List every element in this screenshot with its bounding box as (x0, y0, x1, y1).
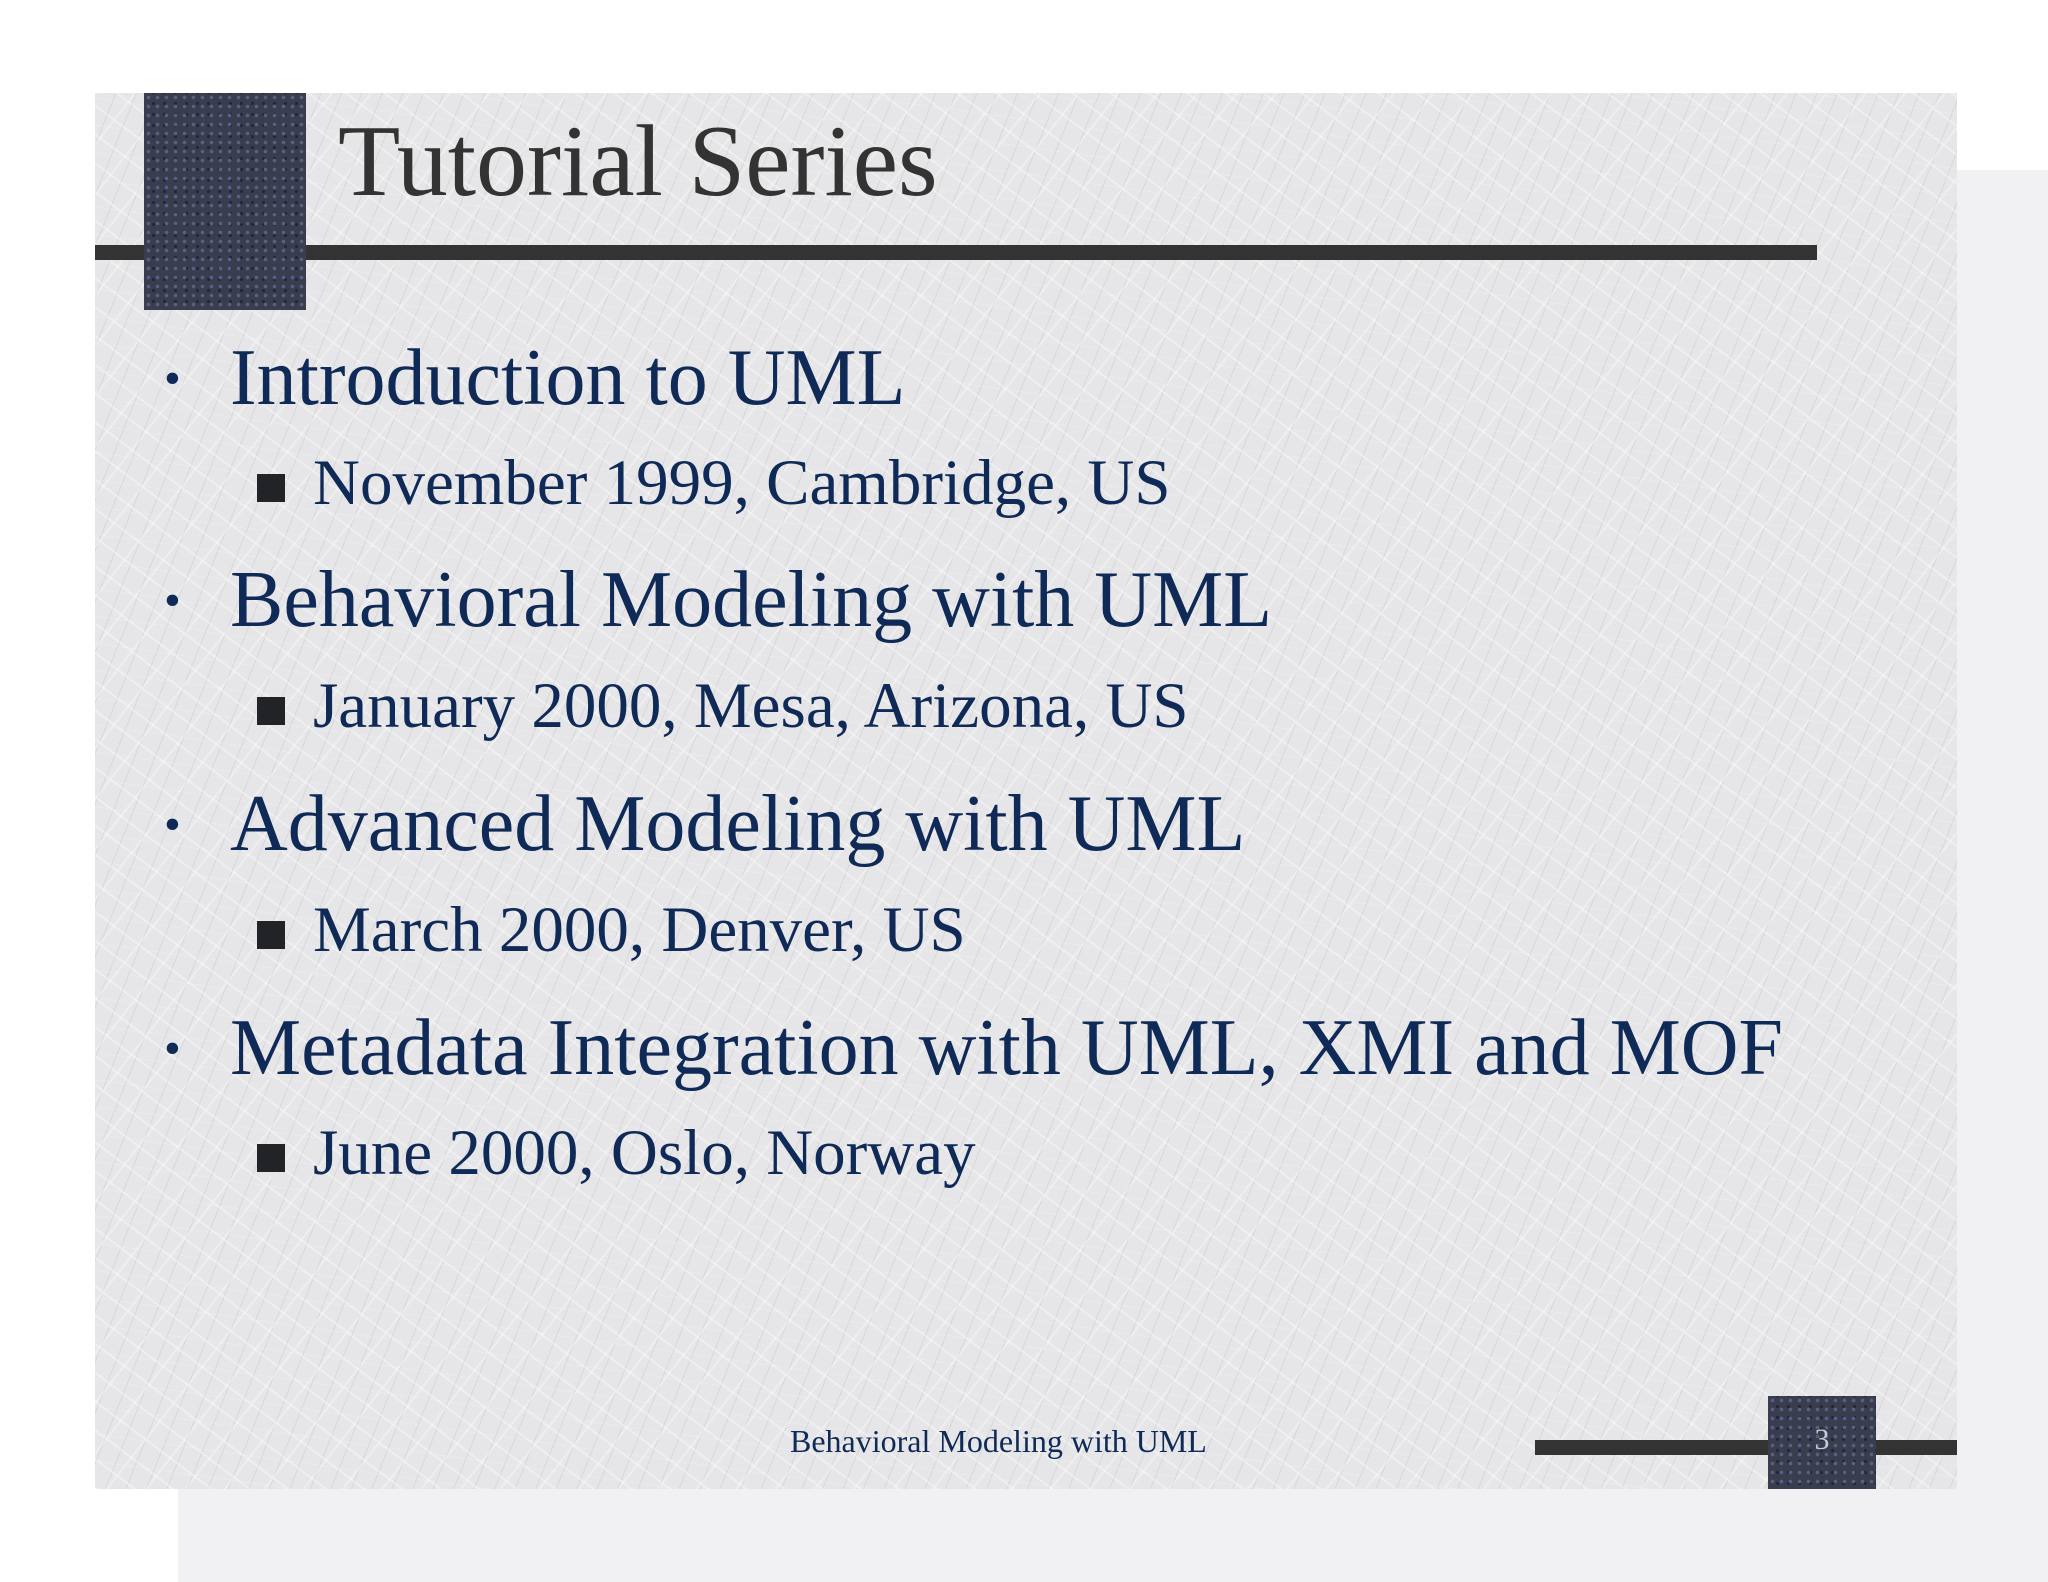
footer-title: Behavioral Modeling with UML (790, 1423, 1207, 1459)
square-bullet-icon (257, 1144, 285, 1172)
bullet-detail: January 2000, Mesa, Arizona, US (313, 670, 1189, 742)
bullet-item (164, 779, 1246, 870)
bullet-detail: November 1999, Cambridge, US (313, 447, 1171, 519)
sub-bullet-item (313, 446, 1171, 521)
bullet-heading: Advanced Modeling with UML (230, 780, 1246, 868)
slide-title: Tutorial Series (338, 105, 938, 218)
slide (95, 93, 1957, 1489)
square-bullet-icon (257, 921, 285, 949)
bullet-item (164, 1003, 1784, 1094)
bullet-dot-icon: • (164, 574, 181, 627)
bullet-heading: Metadata Integration with UML, XMI and MOF (230, 1004, 1784, 1092)
bullet-detail: June 2000, Oslo, Norway (313, 1117, 976, 1189)
bullet-list (95, 93, 1957, 1489)
bullet-dot-icon: • (164, 352, 181, 405)
bullet-item (164, 555, 1273, 646)
bullet-item (164, 333, 906, 424)
bullet-dot-icon: • (164, 1022, 181, 1075)
bullet-dot-icon: • (164, 798, 181, 851)
bullet-detail: March 2000, Denver, US (313, 894, 966, 966)
sub-bullet-item (313, 669, 1189, 744)
square-bullet-icon (257, 697, 285, 725)
page-number: 3 (1814, 1423, 1830, 1456)
bullet-heading: Introduction to UML (230, 334, 906, 422)
sub-bullet-item (313, 1116, 976, 1191)
bullet-heading: Behavioral Modeling with UML (230, 556, 1273, 644)
footer-bar (1535, 1440, 1957, 1455)
sub-bullet-item (313, 893, 966, 968)
square-bullet-icon (257, 474, 285, 502)
